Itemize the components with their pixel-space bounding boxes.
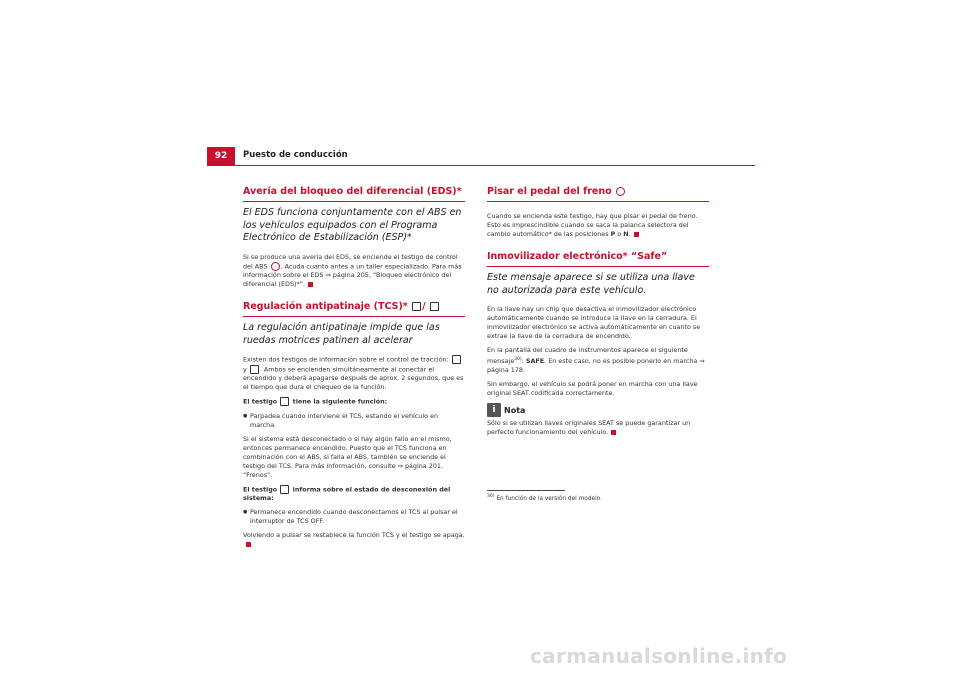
tcs-off-heading: El testigo informa sobre el estado de desconexión del sistema: <box>243 485 451 502</box>
footnote: $^{30)}$ En función de la versión del modelo. <box>487 494 602 502</box>
brake-body: Cuando se encienda este testigo, hay que pisar el pedal de freno. Esto es imprescindible cuando se saca la palanca selectora del cambio automático* de las posiciones P o N. <box>487 212 698 238</box>
eds-subtitle: El EDS funciona conjuntamente con el ABS en los vehículos equipados con el Programa Electrónico de Estabilización (ESP)* <box>243 207 462 243</box>
tcs-section <box>243 301 465 549</box>
tcs-icon <box>452 355 461 364</box>
header-rule <box>207 165 755 166</box>
immobilizer-p2: En la pantalla del cuadro de instrumentos aparece el siguiente mensaje$^{30)}$: SAFE. En este caso, no es posible ponerlo en marcha ⇒ página 178. <box>487 346 705 375</box>
end-mark-icon <box>308 282 313 287</box>
abs-warning-icon <box>271 262 280 271</box>
note-box <box>487 403 709 417</box>
note-title: Nota <box>504 405 526 415</box>
eds-body: Si se produce una avería del EDS, se enciende el testigo de control del ABS . Acuda cuanto antes a un taller especializado. Para más información sobre el EDS ⇒ página 205, “Bloqueo electrónico del diferencial (EDS)*”. <box>243 252 462 288</box>
tcs-light-heading: El testigo tiene la siguiente función: <box>243 397 388 406</box>
tcs-title: Regulación antipatinaje (TCS)* / <box>243 301 465 317</box>
info-icon: i <box>487 403 501 417</box>
tcs-restore-paragraph: Volviendo a pulsar se restablece la función TCS y el testigo se apaga. <box>243 531 465 549</box>
tcs-fault-paragraph: Si el sistema está desconectado o si hay algún fallo en el mismo, entonces permanece encendido. Puesto que el TCS funciona en combinación con el ABS, si falla el ABS, también se enciende el testigo del TCS. Para más información, consulte ⇒ página 201, “Frenos”. <box>243 434 452 479</box>
immobilizer-p3: Sin embargo, el vehículo se podrá poner en marcha con una llave original SEAT codificada correctamente. <box>487 380 698 398</box>
tcs-bullet-1: ● Parpadea cuando interviene el TCS, estando el vehículo en marcha. <box>243 412 465 430</box>
tcs-intro: Existen dos testigos de información sobre el control de tracción: y . Ambos se encienden simultáneamente al conectar el encendido y deberá apagarse después de aprox. 2 segundos, que es el tiempo que dura el chequeo de la función. <box>243 355 464 391</box>
footnote-rule <box>487 490 565 491</box>
watermark: carmanualsonline.info <box>530 644 788 668</box>
immobilizer-title: Inmovilizador electrónico* “Safe” <box>487 251 709 267</box>
note-body: Sólo si se utilizan llaves originales SEAT se puede garantizar un perfecto funcionamiento del vehículo. <box>487 419 691 437</box>
tcs-subtitle: La regulación antipatinaje impide que las ruedas motrices patinen al acelerar <box>243 322 440 346</box>
immobilizer-p1: En la llave hay un chip que desactiva el inmovilizador electrónico automáticamente cuando se introduce la llave en la cerradura. El inmovilizador electrónico se activa automáticamente en cuanto se extrae la llave de la cerradura de encendido. <box>487 305 701 340</box>
brake-section <box>487 186 709 239</box>
end-mark-icon <box>611 430 616 435</box>
tcs-off-icon <box>280 485 289 494</box>
immobilizer-section <box>487 251 709 437</box>
brake-pedal-icon <box>616 187 625 196</box>
right-column <box>487 186 709 449</box>
end-mark-icon <box>634 232 639 237</box>
tcs-off-icon <box>250 365 259 374</box>
left-column <box>243 186 465 561</box>
end-mark-icon <box>246 542 251 547</box>
tcs-icon <box>412 302 421 311</box>
tcs-icon <box>280 397 289 406</box>
page-number: 92 <box>207 147 235 165</box>
eds-section <box>243 186 465 289</box>
eds-title: Avería del bloqueo del diferencial (EDS)* <box>243 186 465 202</box>
brake-title: Pisar el pedal del freno <box>487 186 709 202</box>
tcs-bullet-2: ● Permanece encendido cuando desconectamos el TCS al pulsar el interruptor de TCS OFF. <box>243 508 465 526</box>
immobilizer-subtitle: Este mensaje aparece si se utiliza una llave no autorizada para este vehículo. <box>487 272 695 296</box>
running-title: Puesto de conducción <box>243 150 348 160</box>
tcs-off-icon <box>430 302 439 311</box>
